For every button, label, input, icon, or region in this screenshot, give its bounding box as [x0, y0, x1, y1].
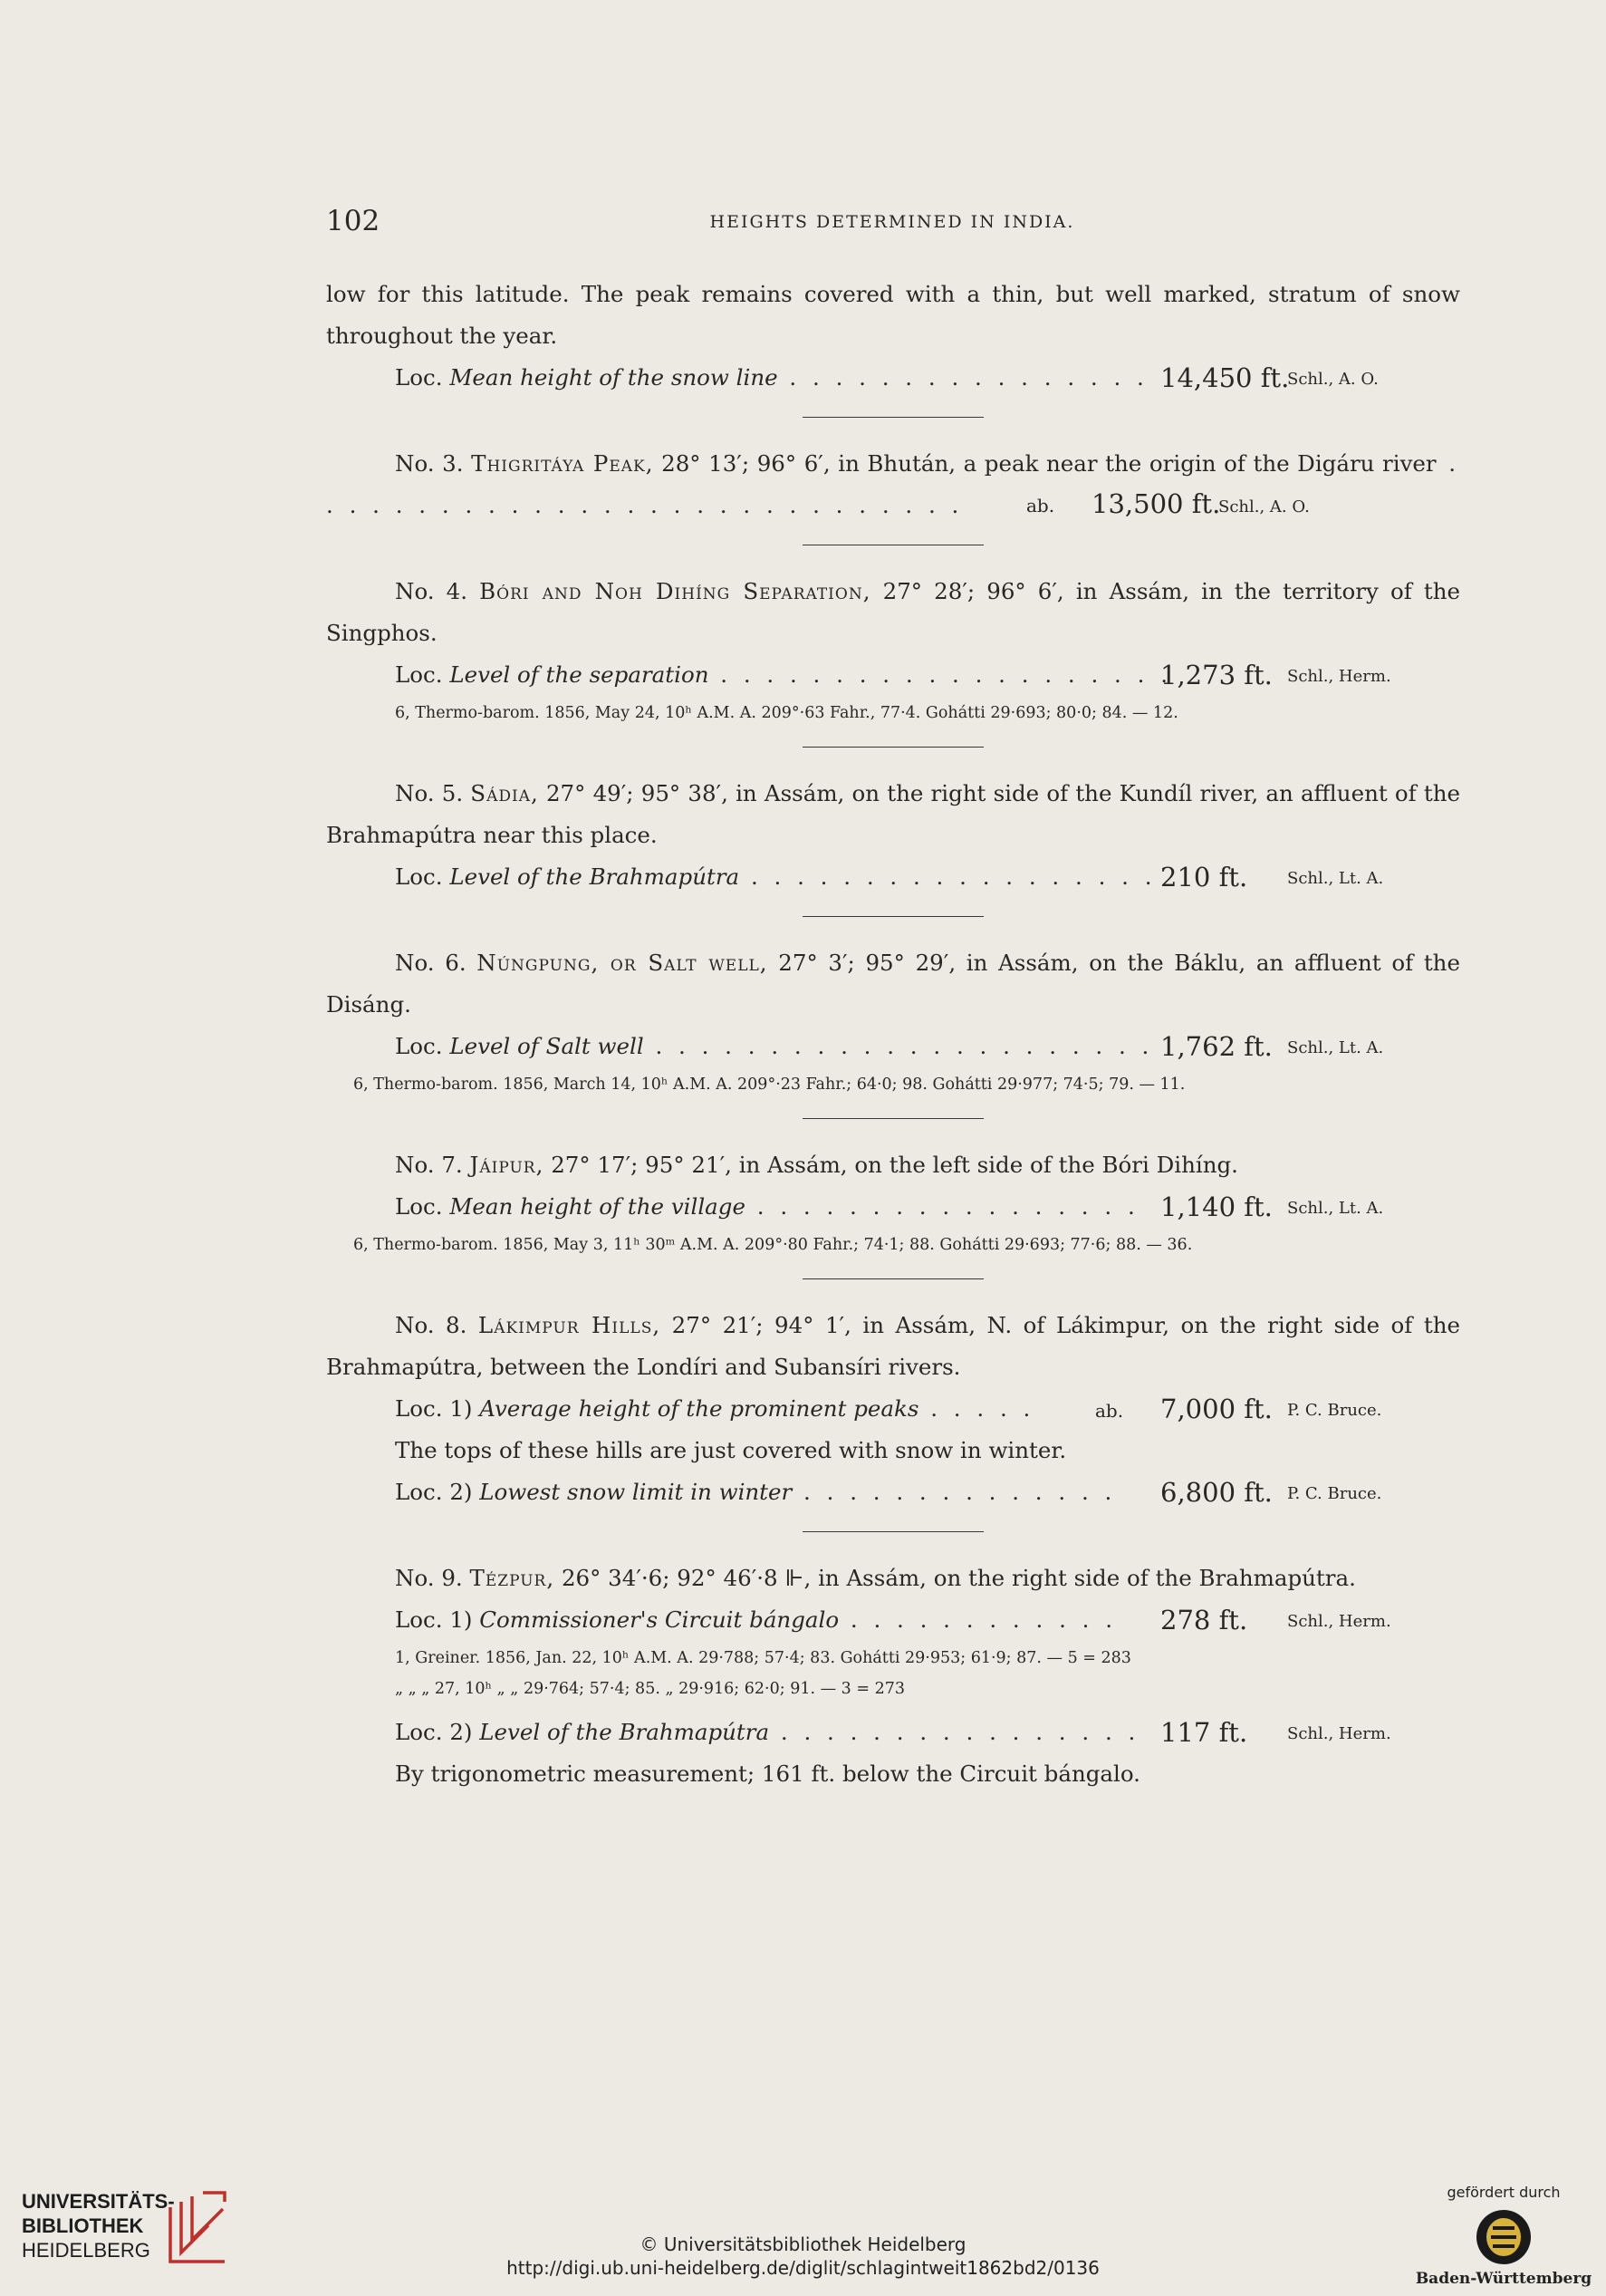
- page-header: [326, 205, 1458, 241]
- entry-heading: [326, 571, 1460, 654]
- height-value: 6,800 ft.: [1160, 1477, 1273, 1508]
- page-number: 102: [326, 205, 380, 237]
- entry-no-4: [326, 571, 1460, 728]
- coordinates: 28° 13′; 96° 6′,: [661, 450, 831, 477]
- entry-number: No. 7.: [395, 1152, 463, 1178]
- entry-no-7: [326, 1144, 1460, 1260]
- footer-credits: [0, 2233, 1606, 2280]
- observation: 1, Greiner. 1856, Jan. 22, 10ʰ A.M. A. 29·788; 57·4; 83. Gohátti 29·953; 61·9; 87. — 5 = 283: [395, 1649, 1131, 1667]
- place-description: in Assám, in the territory of the Singphos.: [326, 578, 1460, 646]
- leader-dots: . . . . .: [918, 1395, 1035, 1422]
- source: Schl., A. O.: [1287, 370, 1379, 389]
- source: P. C. Bruce.: [1287, 1484, 1382, 1503]
- entry-no-9: [326, 1558, 1460, 1795]
- entry-number: No. 5.: [395, 780, 464, 806]
- coordinates: 27° 17′; 95° 21′,: [551, 1152, 732, 1178]
- divider: [803, 417, 984, 418]
- library-name-line1: UNIVERSITÄTS-: [22, 2190, 175, 2213]
- divider: [803, 916, 984, 917]
- state-name: Baden-Württemberg: [1415, 2270, 1592, 2288]
- coordinates: 27° 28′; 96° 6′,: [882, 578, 1064, 604]
- height-value: 7,000 ft.: [1160, 1394, 1273, 1424]
- place-description: in Bhután, a peak near the origin of the Digáru river: [838, 450, 1437, 477]
- entry-heading: [326, 1144, 1460, 1186]
- loc-label: Level of Salt well: [449, 1033, 644, 1059]
- loc-label: Level of the Brahmapútra: [479, 1719, 770, 1745]
- source: Schl., Lt. A.: [1287, 1199, 1384, 1218]
- coordinates: 27° 49′; 95° 38′,: [545, 780, 728, 806]
- place-name: Tézpur,: [469, 1565, 555, 1591]
- loc-label: Mean height of the village: [449, 1193, 745, 1220]
- note: By trigonometric measurement; 161 ft. below the Circuit bángalo.: [395, 1761, 1140, 1787]
- loc-line: [395, 1026, 1460, 1067]
- note: The tops of these hills are just covered with snow in winter.: [395, 1437, 1067, 1463]
- loc-prefix: Loc. 2): [395, 1719, 473, 1745]
- place-description: in Assám, on the Báklu, an affluent of the Disáng.: [326, 950, 1460, 1018]
- leader-dots: . . . . . . . . . . . . . . . . .: [745, 1193, 1140, 1220]
- entry-no-3: [326, 443, 1460, 526]
- loc-prefix: Loc. 1): [395, 1606, 473, 1633]
- state-coat-of-arms-icon: [1475, 2208, 1533, 2266]
- leader-dots: . . . . . . . . . . . . . . . . . . . . . . . . . . . . .: [326, 450, 1460, 518]
- loc-label: Average height of the prominent peaks: [479, 1395, 919, 1422]
- loc-prefix: Loc.: [395, 1193, 443, 1220]
- loc-label: Mean height of the snow line: [449, 364, 778, 391]
- funded-by-label: gefördert durch: [1447, 2184, 1561, 2201]
- place-description: in Assám, on the right side of the Brahmapútra.: [818, 1565, 1356, 1591]
- loc-label: Level of the Brahmapútra: [449, 863, 740, 890]
- approx-marker: ab.: [1026, 495, 1055, 516]
- observation: 6, Thermo-barom. 1856, March 14, 10ʰ A.M. A. 209°·23 Fahr.; 64·0; 98. Gohátti 29·977; 74·5; 79. — 11.: [353, 1076, 1186, 1094]
- height-value: 13,500 ft.: [1092, 488, 1221, 519]
- loc-label: Level of the separation: [449, 661, 709, 688]
- leader-dots: . . . . . . . . . . . . . . . . . .: [739, 863, 1157, 890]
- place-name: Núngpung, or Salt well,: [476, 950, 768, 976]
- entry-heading: [326, 1305, 1460, 1388]
- entry-no-6: [326, 942, 1460, 1100]
- coordinates: 27° 3′; 95° 29′,: [778, 950, 957, 976]
- divider: [803, 1278, 984, 1279]
- place-description: in Assám, on the left side of the Bóri Dihíng.: [738, 1152, 1238, 1178]
- source: Schl., Lt. A.: [1287, 1038, 1384, 1057]
- observation: 6, Thermo-barom. 1856, May 24, 10ʰ A.M. A. 209°·63 Fahr., 77·4. Gohátti 29·693; 80·0; 84. — 12.: [395, 704, 1178, 722]
- approx-marker: ab.: [1095, 1400, 1124, 1422]
- loc-prefix: Loc.: [395, 1033, 443, 1059]
- entry-number: No. 3.: [395, 450, 464, 477]
- observation: „ „ „ 27, 10ʰ „ „ 29·764; 57·4; 85. „ 29·916; 62·0; 91. — 3 = 273: [395, 1680, 905, 1698]
- source: P. C. Bruce.: [1287, 1401, 1382, 1420]
- loc-line: [395, 1712, 1460, 1753]
- source: Schl., Herm.: [1287, 1612, 1391, 1631]
- divider: [803, 1531, 984, 1532]
- height-value: 1,273 ft.: [1160, 660, 1273, 690]
- funding-notice: [1413, 2184, 1594, 2288]
- library-name-line3: HEIDELBERG: [22, 2239, 150, 2262]
- divider: [803, 747, 984, 748]
- loc-line: [395, 357, 1460, 399]
- height-value: 14,450 ft.: [1160, 362, 1290, 393]
- height-value: 210 ft.: [1160, 862, 1248, 892]
- source: Schl., Herm.: [1287, 667, 1391, 686]
- loc-prefix: Loc. 1): [395, 1395, 473, 1422]
- loc-line: [395, 1471, 1460, 1513]
- loc-label: Commissioner's Circuit bángalo: [479, 1606, 840, 1633]
- entry-heading: [326, 942, 1460, 1026]
- source: Schl., A. O.: [1218, 497, 1310, 516]
- place-name: Thigritáya Peak,: [471, 450, 654, 477]
- leader-dots: . . . . . . . . . . . . . . . .: [769, 1719, 1140, 1745]
- height-value: 1,140 ft.: [1160, 1191, 1273, 1222]
- place-name: Jáipur,: [469, 1152, 544, 1178]
- running-title: HEIGHTS DETERMINED IN INDIA.: [709, 212, 1075, 232]
- entry-number: No. 6.: [395, 950, 466, 976]
- intro-text: low for this latitude. The peak remains covered with a thin, but well marked, stratum of snow throughout the year.: [326, 281, 1460, 349]
- leader-dots: . . . . . . . . . . . . . . . . . . . . . .: [643, 1033, 1154, 1059]
- place-description: in Assám, N. of Lákimpur, on the right side of the Brahmapútra, between the Londíri and Subansíri rivers.: [326, 1312, 1460, 1380]
- coordinates: 27° 21′; 94° 1′,: [671, 1312, 851, 1338]
- entry-heading: [326, 773, 1460, 856]
- divider: [803, 1118, 984, 1119]
- loc-line: [395, 1599, 1460, 1641]
- loc-prefix: Loc.: [395, 364, 443, 391]
- copyright: © Universitätsbibliothek Heidelberg: [640, 2233, 966, 2255]
- loc-line: [395, 1388, 1460, 1430]
- observation: 6, Thermo-barom. 1856, May 3, 11ʰ 30ᵐ A.M. A. 209°·80 Fahr.; 74·1; 88. Gohátti 29·693; 77·6; 88. — 36.: [353, 1236, 1193, 1254]
- source: Schl., Lt. A.: [1287, 869, 1384, 888]
- place-description: in Assám, on the right side of the Kundíl river, an affluent of the Brahmapútra near this place.: [326, 780, 1460, 848]
- loc-line: [395, 654, 1460, 696]
- loc-line: [395, 856, 1460, 898]
- loc-prefix: Loc. 2): [395, 1479, 473, 1505]
- loc-prefix: Loc.: [395, 661, 443, 688]
- place-name: Bóri and Noh Dihíng Separation,: [479, 578, 871, 604]
- entry-no-5: [326, 773, 1460, 898]
- library-name-line2: BIBLIOTHEK: [22, 2214, 144, 2237]
- page-body: [326, 274, 1460, 1795]
- coordinates: 26° 34′·6; 92° 46′·8 ⊩,: [561, 1565, 812, 1591]
- leader-dots: . . . . . . . . . . . .: [839, 1606, 1118, 1633]
- height-value: 117 ft.: [1160, 1717, 1248, 1748]
- entry-heading: [326, 1558, 1460, 1599]
- loc-label: Lowest snow limit in winter: [479, 1479, 793, 1505]
- leader-dots: . . . . . . . . . . . . . .: [792, 1479, 1117, 1505]
- entry-number: No. 4.: [395, 578, 468, 604]
- height-value: 1,762 ft.: [1160, 1031, 1273, 1062]
- entry-number: No. 8.: [395, 1312, 467, 1338]
- height-value: 278 ft.: [1160, 1605, 1248, 1635]
- entry-no-8: [326, 1305, 1460, 1513]
- place-name: Lákimpur Hills,: [477, 1312, 661, 1338]
- source: Schl., Herm.: [1287, 1724, 1391, 1743]
- source-url[interactable]: http://digi.ub.uni-heidelberg.de/diglit/schlagintweit1862bd2/0136: [506, 2257, 1100, 2279]
- entry-number: No. 9.: [395, 1565, 463, 1591]
- loc-prefix: Loc.: [395, 863, 443, 890]
- leader-dots: . . . . . . . . . . . . . . . . . . . .: [708, 661, 1172, 688]
- leader-dots: . . . . . . . . . . . . . . . .: [777, 364, 1149, 391]
- loc-line: [395, 1186, 1460, 1228]
- place-name: Sádia,: [470, 780, 539, 806]
